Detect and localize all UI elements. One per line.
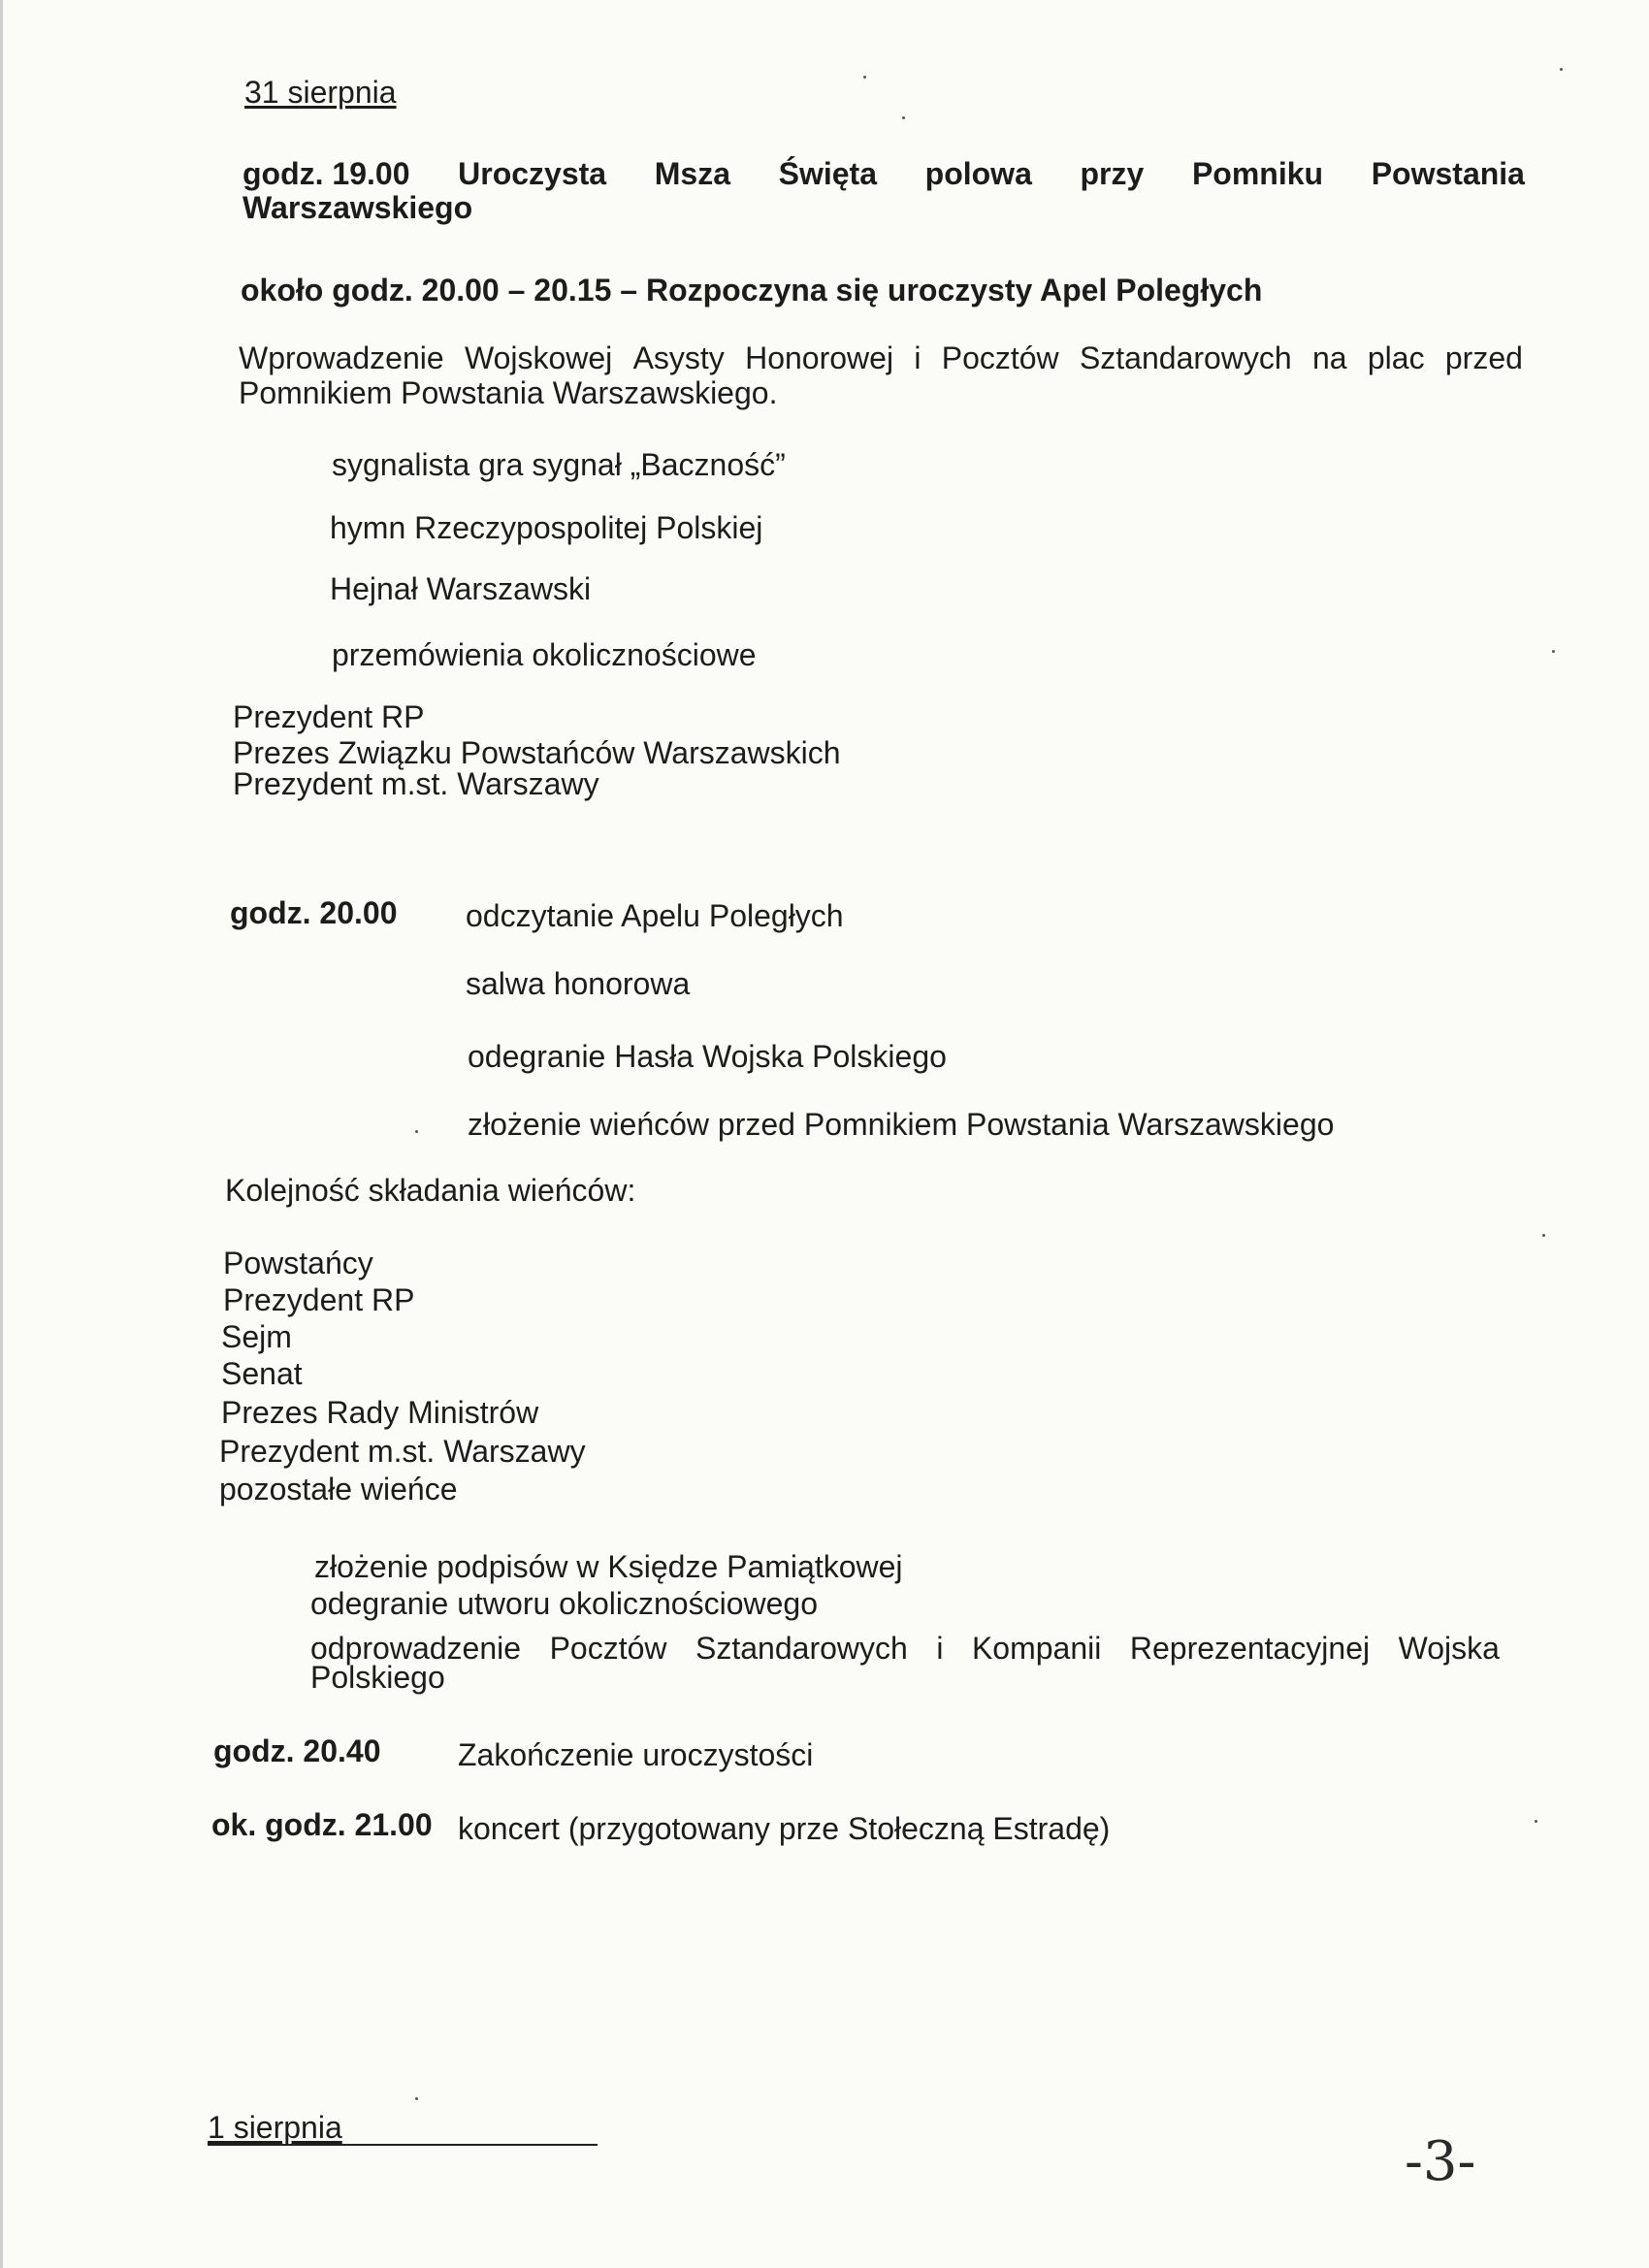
wreath-item: Senat — [221, 1356, 303, 1391]
wreath-item: pozostałe wieńce — [219, 1472, 458, 1507]
speaker: Prezes Związku Powstańców Warszawskich — [233, 735, 841, 770]
end-time: godz. 20.40 — [213, 1733, 381, 1768]
intro-word: plac — [1367, 340, 1425, 375]
mass-word: Powstania — [1371, 156, 1525, 191]
scan-speck — [902, 116, 905, 119]
closing-word: Sztandarowych — [695, 1631, 908, 1666]
concert-time: ok. godz. 21.00 — [211, 1807, 433, 1842]
mass-word: polowa — [924, 156, 1032, 191]
ceremony-item: sygnalista gra sygnał „Baczność” — [332, 447, 786, 482]
intro-word: Pocztów — [941, 340, 1059, 375]
scan-speck — [415, 1130, 418, 1133]
apel-item: złożenie wieńców przed Pomnikiem Powstania Warszawskiego — [468, 1107, 1335, 1142]
intro-word: Wojskowej — [464, 340, 613, 375]
closing-word: Reprezentacyjnej — [1129, 1631, 1371, 1666]
scan-speck — [1560, 68, 1563, 71]
closing-word: i — [936, 1631, 944, 1666]
mass-word: Msza — [654, 156, 730, 191]
scan-speck — [1542, 1234, 1545, 1237]
intro-word: przed — [1444, 340, 1523, 375]
closing-last-line — [310, 1630, 1500, 1667]
wreath-item: Prezes Rady Ministrów — [221, 1395, 539, 1430]
wreath-item: Powstańcy — [223, 1246, 373, 1280]
closing-item: odegranie utworu okolicznościowego — [310, 1586, 818, 1621]
next-date-heading: 1 sierpnia — [208, 2110, 342, 2145]
apel-time: godz. 20.00 — [230, 895, 398, 930]
intro-word: Asysty — [632, 340, 725, 375]
mass-word: Pomniku — [1191, 156, 1324, 191]
intro-word: na — [1312, 340, 1347, 375]
closing-word: Wojska — [1398, 1631, 1500, 1666]
scan-speck — [1535, 1820, 1537, 1823]
wreath-item: Sejm — [221, 1319, 292, 1354]
apel-start: około godz. 20.00 – 20.15 – Rozpoczyna się uroczysty Apel Poległych — [241, 273, 1263, 308]
scan-speck — [1552, 650, 1555, 653]
mass-word: Uroczysta — [458, 156, 607, 191]
mass-word: godz. 19.00 — [242, 156, 410, 191]
end-text: Zakończenie uroczystości — [458, 1737, 814, 1772]
apel-item: salwa honorowa — [466, 966, 691, 1001]
underline-rule — [208, 2144, 598, 2146]
mass-word: Święta — [778, 156, 877, 191]
closing-last-cont: Polskiego — [310, 1660, 445, 1695]
scan-edge — [0, 0, 3, 2268]
mass-word: przy — [1080, 156, 1145, 191]
apel-item: odczytanie Apelu Poległych — [466, 898, 844, 933]
scan-speck — [863, 76, 866, 79]
speaker: Prezydent RP — [233, 699, 425, 734]
intro-word: Honorowej — [745, 340, 894, 375]
closing-word: odprowadzenie — [310, 1631, 522, 1666]
mass-line-cont: Warszawskiego — [242, 190, 473, 225]
ceremony-item: Hejnał Warszawski — [330, 571, 592, 606]
intro-word: Sztandarowych — [1079, 340, 1292, 375]
concert-text: koncert (przygotowany prze Stołeczną Estradę) — [458, 1811, 1111, 1846]
wreath-item: Prezydent m.st. Warszawy — [219, 1434, 586, 1469]
intro-line1 — [239, 340, 1523, 376]
scan-speck — [415, 2097, 418, 2100]
apel-item: odegranie Hasła Wojska Polskiego — [468, 1039, 947, 1074]
wreath-item: Prezydent RP — [223, 1282, 415, 1317]
closing-word: Kompanii — [971, 1631, 1102, 1666]
page-number-handwritten: -3- — [1405, 2130, 1476, 2193]
wreath-order-heading: Kolejność składania wieńców: — [225, 1173, 636, 1208]
intro-word: i — [914, 340, 922, 375]
ceremony-item: hymn Rzeczypospolitej Polskiej — [330, 510, 763, 545]
date-heading: 31 sierpnia — [244, 75, 397, 110]
intro-word: Wprowadzenie — [239, 340, 444, 375]
closing-item: złożenie podpisów w Księdze Pamiątkowej — [314, 1549, 903, 1584]
ceremony-item: przemówienia okolicznościowe — [332, 637, 757, 672]
intro-line2: Pomnikiem Powstania Warszawskiego. — [239, 375, 778, 410]
mass-line — [242, 155, 1525, 192]
closing-word: Pocztów — [549, 1631, 667, 1666]
speaker: Prezydent m.st. Warszawy — [233, 766, 599, 801]
